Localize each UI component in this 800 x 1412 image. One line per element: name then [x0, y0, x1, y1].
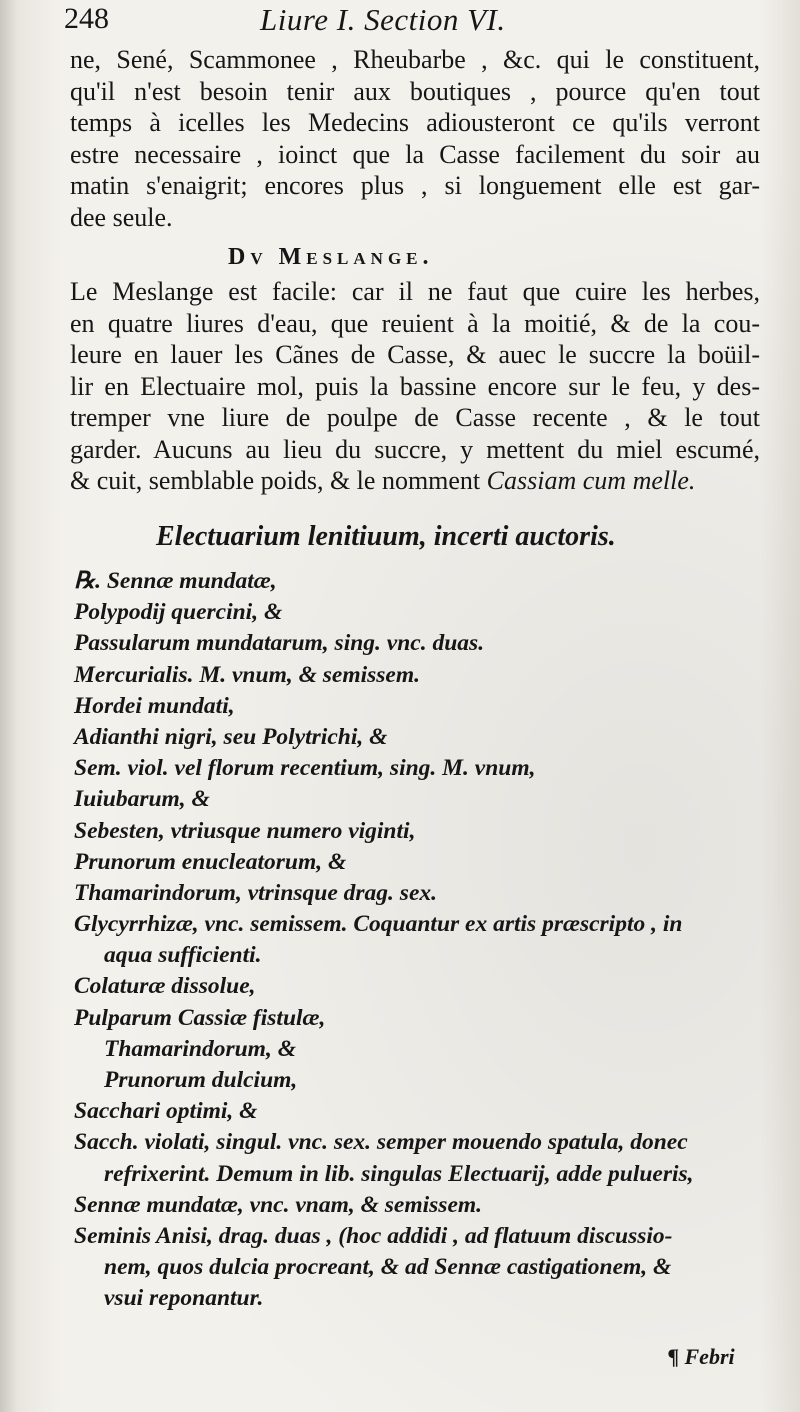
text-line: matin s'enaigrit; encores plus , si longuement elle est gar- — [70, 171, 760, 200]
recipe-line: Adianthi nigri, seu Polytrichi, & — [74, 723, 388, 750]
recipe-line: Glycyrrhizæ, vnc. semissem. Coquantur ex artis præscripto , in — [74, 911, 683, 938]
text-line: leure en lauer les Cãnes de Casse, & auec le succre la boüil- — [70, 340, 760, 369]
paragraph-casse — [70, 44, 760, 233]
recipe-line: Passularum mundatarum, sing. vnc. duas. — [74, 630, 485, 657]
catchword: ¶ Febri — [668, 1344, 735, 1369]
text-line: en quatre liures d'eau, que reuient à la moitié, & de la cou- — [70, 308, 760, 338]
page-header — [64, 2, 764, 40]
recipe-line: refrixerint. Demum in lib. singulas Electuarij, adde pulueris, — [104, 1160, 694, 1187]
recipe-line: Iuiubarum, & — [74, 786, 210, 813]
section-title: Dv Meslange. — [228, 244, 434, 270]
recipe-line: Colaturæ dissolue, — [74, 973, 256, 1000]
running-head: Liure I. Section VI. — [260, 2, 506, 37]
text-roman: & cuit, semblable poids, & le nomment — [70, 466, 487, 495]
text-line: Le Meslange est facile: car il ne faut que cuire les herbes, — [70, 277, 760, 306]
text-line: estre necessaire , ioinct que la Casse facilement du soir au — [70, 139, 760, 169]
page-number: 248 — [64, 2, 109, 35]
recipe-line: vsui reponantur. — [104, 1285, 264, 1312]
text-line — [70, 465, 760, 497]
recipe-line: Pulparum Cassiæ fistulæ, — [74, 1004, 326, 1031]
recipe-line: Thamarindorum, vtrinsque drag. sex. — [74, 879, 438, 906]
recipe-line: Sacch. violati, singul. vnc. sex. semper mouendo spatula, donec — [74, 1129, 688, 1156]
recipe-line: Mercurialis. M. vnum, & semissem. — [74, 661, 421, 688]
recipe-ingredients — [74, 566, 764, 1315]
recipe-line: aqua sufficienti. — [104, 942, 262, 969]
recipe-line: nem, quos dulcia procreant, & ad Sennæ castigationem, & — [104, 1254, 672, 1281]
recipe-title: Electuarium lenitiuum, incerti auctoris. — [156, 521, 616, 552]
recipe-line: Hordei mundati, — [74, 692, 235, 719]
recipe-line: Sem. viol. vel florum recentium, sing. M. vnum, — [74, 755, 536, 782]
recipe-line: ℞. Sennæ mundatæ, — [74, 568, 277, 594]
recipe-line: Prunorum dulcium, — [104, 1067, 298, 1093]
recipe-line: Sennæ mundatæ, vnc. vnam, & semissem. — [74, 1191, 483, 1218]
recipe-line: Sacchari optimi, & — [74, 1098, 258, 1125]
text-line: temps à icelles les Medecins adiousteront ce qu'ils verront — [70, 108, 760, 137]
recipe-line: Polypodij quercini, & — [74, 599, 283, 626]
text-line: dee seule. — [70, 202, 173, 232]
text-line: qu'il n'est besoin tenir aux boutiques , pource qu'en tout — [70, 76, 760, 106]
recipe-line: Sebesten, vtriusque numero viginti, — [74, 817, 416, 844]
recipe-line: Prunorum enucleatorum, & — [74, 848, 347, 875]
recipe-line: Thamarindorum, & — [104, 1035, 296, 1062]
text-line: ne, Sené, Scammonee , Rheubarbe , &c. qui le constituent, — [70, 45, 760, 74]
text-italic: Cassiam cum melle. — [486, 466, 696, 495]
text-line: garder. Aucuns au lieu du succre, y mettent du miel escumé, — [70, 434, 760, 464]
recipe-line: Seminis Anisi, drag. duas , (hoc addidi , ad flatuum discussio- — [74, 1222, 673, 1249]
text-line: lir en Electuaire mol, puis la bassine encore sur le feu, y des- — [70, 371, 760, 401]
text-line: tremper vne liure de poulpe de Casse recente , & le tout — [70, 403, 760, 432]
paragraph-meslange — [70, 276, 760, 497]
